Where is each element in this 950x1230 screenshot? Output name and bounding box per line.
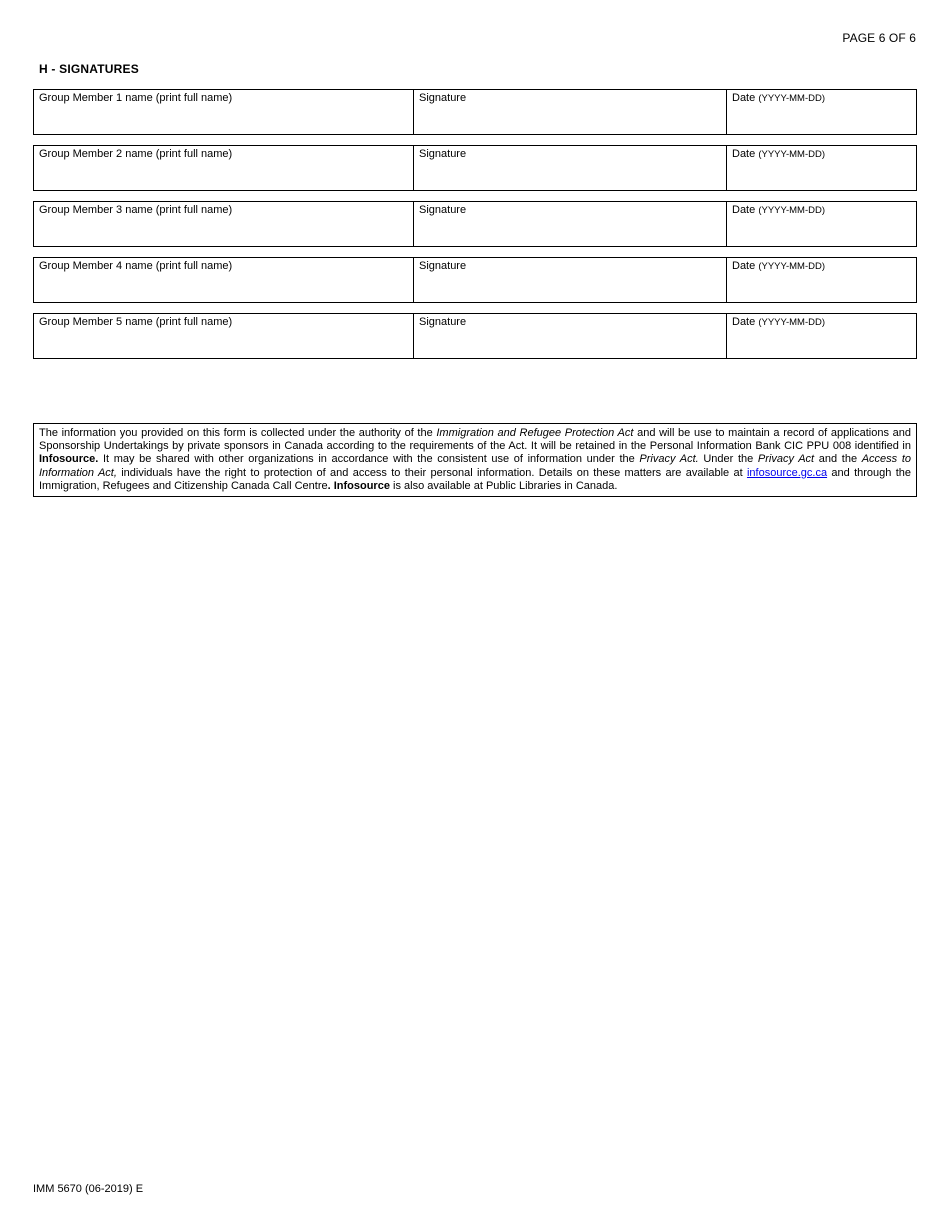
signature-label: Signature: [419, 148, 467, 160]
form-identifier: IMM 5670 (06-2019) E: [33, 1183, 144, 1195]
signature-label: Signature: [419, 316, 467, 328]
date-format: (YYYY-MM-DD): [758, 261, 825, 272]
signature-field[interactable]: [414, 90, 727, 134]
member-name-field[interactable]: [34, 202, 414, 246]
date-label: Date: [732, 204, 756, 216]
signature-field[interactable]: [414, 314, 727, 358]
member-name-field[interactable]: [34, 314, 414, 358]
date-field[interactable]: [727, 258, 916, 302]
signature-label: Signature: [419, 260, 467, 272]
member-name-field[interactable]: [34, 258, 414, 302]
date-field[interactable]: [727, 90, 916, 134]
member-name-field[interactable]: [34, 90, 414, 134]
privacy-text: and the: [814, 453, 862, 466]
infosource-link[interactable]: infosource.gc.ca: [746, 466, 828, 479]
privacy-text-bold: . Infosource: [327, 479, 390, 492]
privacy-text: The information you provided on this form is collected under the authority of the: [39, 427, 437, 439]
signature-row: [33, 257, 917, 303]
date-format: (YYYY-MM-DD): [758, 93, 825, 104]
date-format: (YYYY-MM-DD): [758, 149, 825, 160]
privacy-text-bold: Infosource.: [39, 453, 99, 466]
signature-field[interactable]: [414, 146, 727, 190]
signature-field[interactable]: [414, 202, 727, 246]
date-format: (YYYY-MM-DD): [758, 317, 825, 328]
member-name-label: Group Member 2 name (print full name): [39, 148, 233, 160]
privacy-text: is also available at Public Libraries in Canada.: [389, 479, 618, 492]
signature-label: Signature: [419, 204, 467, 216]
privacy-text-italic: Privacy Act.: [639, 453, 699, 466]
date-label: Date: [732, 92, 756, 104]
member-name-label: Group Member 5 name (print full name): [39, 316, 233, 328]
signature-row: [33, 89, 917, 135]
signature-label: Signature: [419, 92, 467, 104]
date-format: (YYYY-MM-DD): [758, 205, 825, 216]
signature-table: [33, 89, 917, 369]
privacy-text-italic: Privacy Act: [757, 453, 815, 466]
privacy-text: It may be shared with other organizations in accordance with the consistent use of information under the: [98, 453, 640, 466]
date-label: Date: [732, 148, 756, 160]
date-field[interactable]: [727, 146, 916, 190]
privacy-notice: [33, 423, 917, 497]
member-name-label: Group Member 4 name (print full name): [39, 260, 233, 272]
signature-row: [33, 313, 917, 359]
signature-row: [33, 145, 917, 191]
date-field[interactable]: [727, 314, 916, 358]
member-name-label: Group Member 3 name (print full name): [39, 204, 233, 216]
date-field[interactable]: [727, 202, 916, 246]
date-label: Date: [732, 316, 756, 328]
privacy-text-italic: Access to Information Act,: [39, 453, 911, 479]
privacy-text: Under the: [698, 453, 758, 466]
member-name-label: Group Member 1 name (print full name): [39, 92, 233, 104]
privacy-text: and will be use to maintain a record of applications and Sponsorship Undertakings by private sponsors in Canada according to the requirements of the Act. It will be retained in the Personal Information Bank CIC PPU 008 identified in: [39, 427, 911, 453]
member-name-field[interactable]: [34, 146, 414, 190]
section-title: H - SIGNATURES: [39, 62, 139, 76]
date-label: Date: [732, 260, 756, 272]
privacy-text-italic: Immigration and Refugee Protection Act: [436, 427, 634, 439]
signature-field[interactable]: [414, 258, 727, 302]
signature-row: [33, 201, 917, 247]
page-number: PAGE 6 OF 6: [842, 31, 916, 45]
privacy-text: individuals have the right to protection of and access to their personal information. Details on these matters are available at: [116, 466, 747, 479]
privacy-text: and through the Immigration, Refugees and Citizenship Canada Call Centre: [39, 466, 911, 492]
